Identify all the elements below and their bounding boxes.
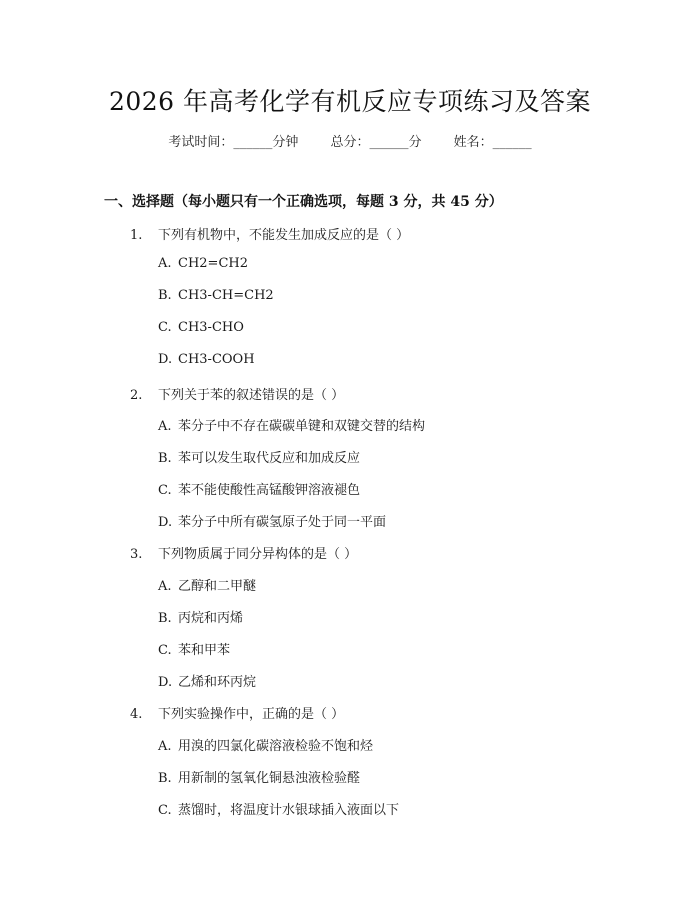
- option-text: 丙烷和丙烯: [178, 611, 244, 626]
- option-1c: [158, 320, 244, 335]
- option-letter: C.: [158, 320, 172, 335]
- option-3b: [158, 607, 243, 626]
- option-text: 苯和甲苯: [178, 643, 231, 658]
- option-letter: B.: [158, 611, 172, 626]
- question-1: [130, 224, 409, 243]
- option-1d: [158, 352, 255, 367]
- option-text: 苯可以发生取代反应和加成反应: [178, 451, 361, 466]
- option-2b: [158, 447, 360, 466]
- page-title: 2026 年高考化学有机反应专项练习及答案: [108, 87, 592, 116]
- question-text: 下列有机物中，不能发生加成反应的是（ ）: [158, 228, 410, 243]
- option-text: CH3-COOH: [178, 352, 255, 367]
- option-text: CH3-CHO: [178, 320, 244, 335]
- option-text: 乙醇和二甲醚: [178, 579, 257, 594]
- question-text: 下列实验操作中，正确的是（ ）: [158, 707, 345, 722]
- exam-time-field: 考试时间：______分钟: [168, 135, 299, 150]
- option-2c: [158, 479, 360, 498]
- option-letter: D.: [158, 352, 173, 367]
- total-score-field: 总分：______分: [330, 135, 422, 150]
- question-3: [130, 543, 357, 562]
- option-text: 用溴的四氯化碳溶液检验不饱和烃: [178, 739, 374, 754]
- option-4b: [158, 767, 360, 786]
- option-text: 苯不能使酸性高锰酸钾溶液褪色: [178, 483, 361, 498]
- student-name-field: 姓名：______: [453, 135, 532, 150]
- option-3a: [158, 575, 256, 594]
- option-4c: [158, 799, 399, 818]
- option-1b: [158, 288, 274, 303]
- exam-meta: [0, 131, 700, 150]
- option-2d: [158, 511, 386, 530]
- option-text: CH3-CH=CH2: [178, 288, 274, 303]
- option-letter: D.: [158, 675, 173, 690]
- option-letter: B.: [158, 771, 172, 786]
- option-letter: A.: [158, 579, 172, 594]
- option-text: CH2=CH2: [178, 256, 249, 271]
- option-3c: [158, 639, 230, 658]
- option-text: 苯分子中不存在碳碳单键和双键交替的结构: [178, 419, 426, 434]
- option-letter: B.: [158, 288, 172, 303]
- option-letter: C.: [158, 803, 172, 818]
- option-letter: C.: [158, 643, 172, 658]
- option-text: 蒸馏时，将温度计水银球插入液面以下: [178, 803, 400, 818]
- option-text: 苯分子中所有碳氢原子处于同一平面: [178, 515, 387, 530]
- question-number: 2.: [130, 388, 143, 403]
- option-2a: [158, 415, 425, 434]
- option-text: 乙烯和环丙烷: [178, 675, 257, 690]
- option-letter: D.: [158, 515, 173, 530]
- option-letter: B.: [158, 451, 172, 466]
- option-3d: [158, 671, 256, 690]
- question-text: 下列物质属于同分异构体的是（ ）: [158, 547, 358, 562]
- question-number: 1.: [130, 228, 143, 243]
- option-letter: C.: [158, 483, 172, 498]
- question-2: [130, 384, 344, 403]
- option-1a: [158, 256, 248, 271]
- question-4: [130, 703, 344, 722]
- option-4a: [158, 735, 373, 754]
- question-number: 4.: [130, 707, 143, 722]
- option-letter: A.: [158, 419, 172, 434]
- option-letter: A.: [158, 739, 172, 754]
- question-number: 3.: [130, 547, 143, 562]
- option-text: 用新制的氢氧化铜悬浊液检验醛: [178, 771, 361, 786]
- question-text: 下列关于苯的叙述错误的是（ ）: [158, 388, 345, 403]
- section-heading: 一、选择题（每小题只有一个正确选项，每题 3 分，共 45 分）: [104, 194, 503, 210]
- option-letter: A.: [158, 256, 172, 271]
